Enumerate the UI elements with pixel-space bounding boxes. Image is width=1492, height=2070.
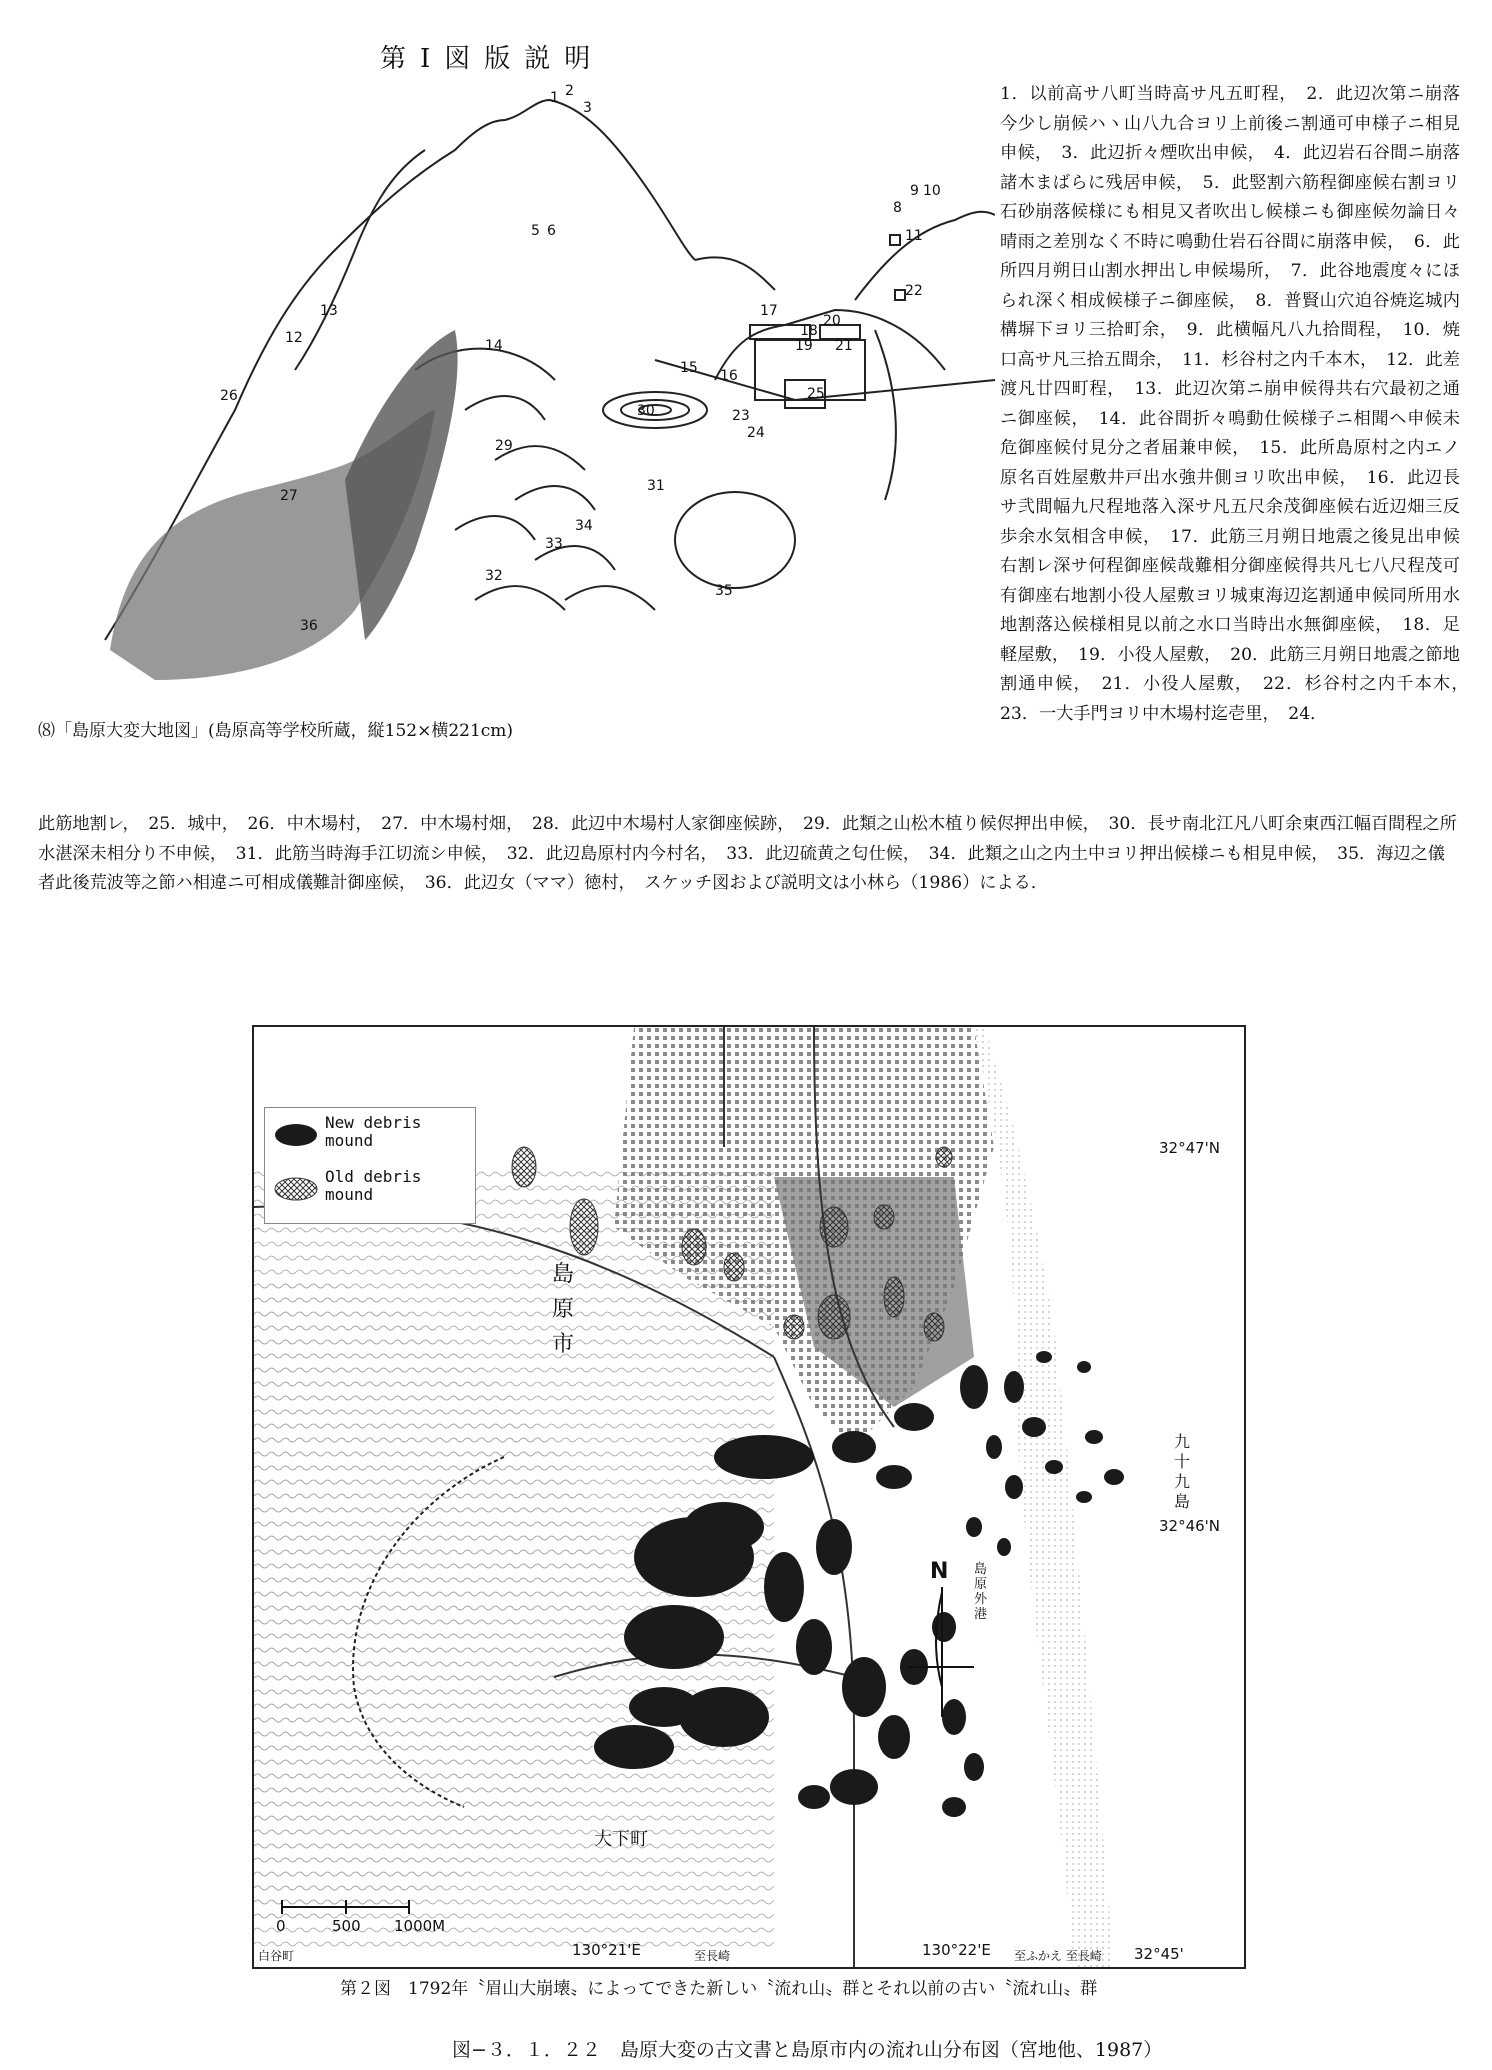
sketch-label: 3 [583,100,592,116]
sketch-label: 32 [485,568,503,584]
legend-old-debris: Old debris mound [325,1167,422,1204]
bottom-place-2: 至ふかえ 至長崎 [1014,1949,1102,1963]
sketch-label: 12 [285,330,303,346]
sketch-label: 10 [923,183,941,199]
sketch-label: 25 [807,386,825,402]
sketch-label: 22 [905,283,923,299]
bottom-place-1: 至長崎 [694,1949,731,1963]
sketch-illustration [95,80,995,720]
debris-map [252,1025,1246,1969]
sketch-label: 17 [760,303,778,319]
plate-title: 第Ⅰ図版説明 [380,44,605,74]
lon-label-left: 130°21'E [572,1941,641,1959]
sketch-label: 13 [320,303,338,319]
explanation-continuation: 此筋地割レ， 25．城中， 26．中木場村， 27．中木場村畑， 28．此辺中木場村人家御座候跡， 29．此類之山松木植り候侭押出申候， 30．長サ南北江凡八町余東西江幅百間程之所水湛深未相分り不申候， 31．此筋当時海手江切流シ申候， 32．此辺島原村内今村名， 33．此辺硫黄之匂仕候， 34．此類之山之内土中ヨリ押出候様ニも相見申候， 35．海辺之儀者此後荒波等之節ハ相違ニ可相成儀難計御座候， 36．此辺女（ママ）徳村， スケッチ図および説明文は小林ら（1986）による． [38,814,1457,893]
sketch-label: 21 [835,338,853,354]
sketch-label: 34 [575,518,593,534]
place-port: 島原外港 [974,1562,988,1622]
sketch-label: 26 [220,388,238,404]
lat-label-mid: 32°46'N [1159,1517,1221,1535]
place-99-2: 十 [1174,1452,1191,1471]
place-99-1: 九 [1174,1432,1191,1451]
scale-label-500: 500 [332,1917,361,1935]
sketch-label: 30 [637,403,655,419]
sketch-label: 5 [531,223,540,239]
map-caption: 第２図 1792年〝眉山大崩壊〟によってできた新しい〝流れ山〟群とそれ以前の古い〝流れ山〟群 [340,1979,1098,1999]
sketch-label: 16 [720,368,738,384]
sketch-label: 27 [280,488,298,504]
lat-label-bottom: 32°45' [1134,1945,1184,1963]
sketch-label: 18 [800,323,818,339]
figure-caption: 図−３．１．２２ 島原大変の古文書と島原市内の流れ山分布図（宮地他、1987） [452,2039,1163,2061]
sketch-label: 1 [550,90,559,106]
north-label: N [930,1559,949,1584]
sketch-label: 11 [905,228,923,244]
old-debris-swatch [273,1176,319,1202]
sketch-label: 24 [747,425,765,441]
place-shimabara-1: 島 [552,1262,575,1287]
place-shimabara-2: 原 [552,1297,575,1322]
place-shimabara-3: 市 [552,1332,575,1357]
sketch-label: 6 [547,223,556,239]
scale-label-1000: 1000M [394,1917,446,1935]
legend-new-debris: New debris mound [325,1113,422,1150]
lon-label-right: 130°22'E [922,1941,991,1959]
sketch-label: 15 [680,360,698,376]
explanation-right-column: 1．以前高サ八町当時高サ凡五町程， 2．此辺次第ニ崩落今少し崩候ハヽ山八九合ヨリ上前後ニ割通可申様子ニ相見申候， 3．此辺折々煙吹出申候， 4．此辺岩石谷間ニ崩落諸木まばらに残居申候， 5．此竪割六筋程御座候右割ヨリ石砂崩落候様にも相見又者吹出し候様ニも御座候勿論日々晴雨之差別なく不時に鳴動仕岩石谷間に崩落申候， 6．此所四月朔日山割水押出し申候場所， 7．此谷地震度々にほられ深く相成候様子ニ御座候， 8．普賢山穴迫谷焼迄城内構塀下ヨリ三拾町余， 9．此横幅凡八九拾間程， 10．焼口高サ凡三拾五間余， 11．杉谷村之内千本木， 12．此差渡凡廿四町程， 13．此辺次第ニ崩申候得共右穴最初之通ニ御座候， 14．此谷間折々鳴動仕候様子ニ相聞ヘ申候未危御座候付見分之者届兼申候， 15．此所島原村之内エノ原名百姓屋敷井戸出水強井側ヨリ吹出申候， 16．此辺長サ弐間幅九尺程地落入深サ凡五尺余茂御座候右近辺畑三反歩余水気相含申候， 17．此筋三月朔日地震之後見出申候右割レ深サ何程御座候哉難相分御座候得共凡七八尺程茂可有御座右地割小役人屋敷ヨリ城東海辺迄割通申候同所用水地割落込候様相見以前之水口当時出水無御座候， 18．足軽屋敷， 19．小役人屋敷， 20．此筋三月朔日地震之節地割通申候， 21．小役人屋敷， 22．杉谷村之内千本木， 23．一大手門ヨリ中木場村迄壱里， 24． [1000,84,1478,724]
sketch-label: 2 [565,83,574,99]
sketch-label: 31 [647,478,665,494]
place-99-3: 九 [1174,1472,1191,1491]
sketch-label: 29 [495,438,513,454]
sketch-label: 9 [910,183,919,199]
map-legend [264,1107,476,1224]
sketch-label: 20 [823,313,841,329]
place-99-4: 島 [1174,1492,1191,1511]
sketch-label: 33 [545,536,563,552]
lat-label-top: 32°47'N [1159,1139,1221,1157]
sketch-label: 23 [732,408,750,424]
sketch-label: 8 [893,200,902,216]
sketch-label: 14 [485,338,503,354]
sketch-label: 35 [715,583,733,599]
sketch-label: 36 [300,618,318,634]
bottom-left-place: 白谷町 [258,1949,295,1963]
sketch-caption: ⑻「島原大変大地図」(島原高等学校所蔵，縦152×横221cm) [38,721,514,741]
sketch-label: 19 [795,338,813,354]
new-debris-swatch [273,1122,319,1148]
place-oshimo: 大下町 [594,1829,648,1850]
scale-label-0: 0 [276,1917,286,1935]
